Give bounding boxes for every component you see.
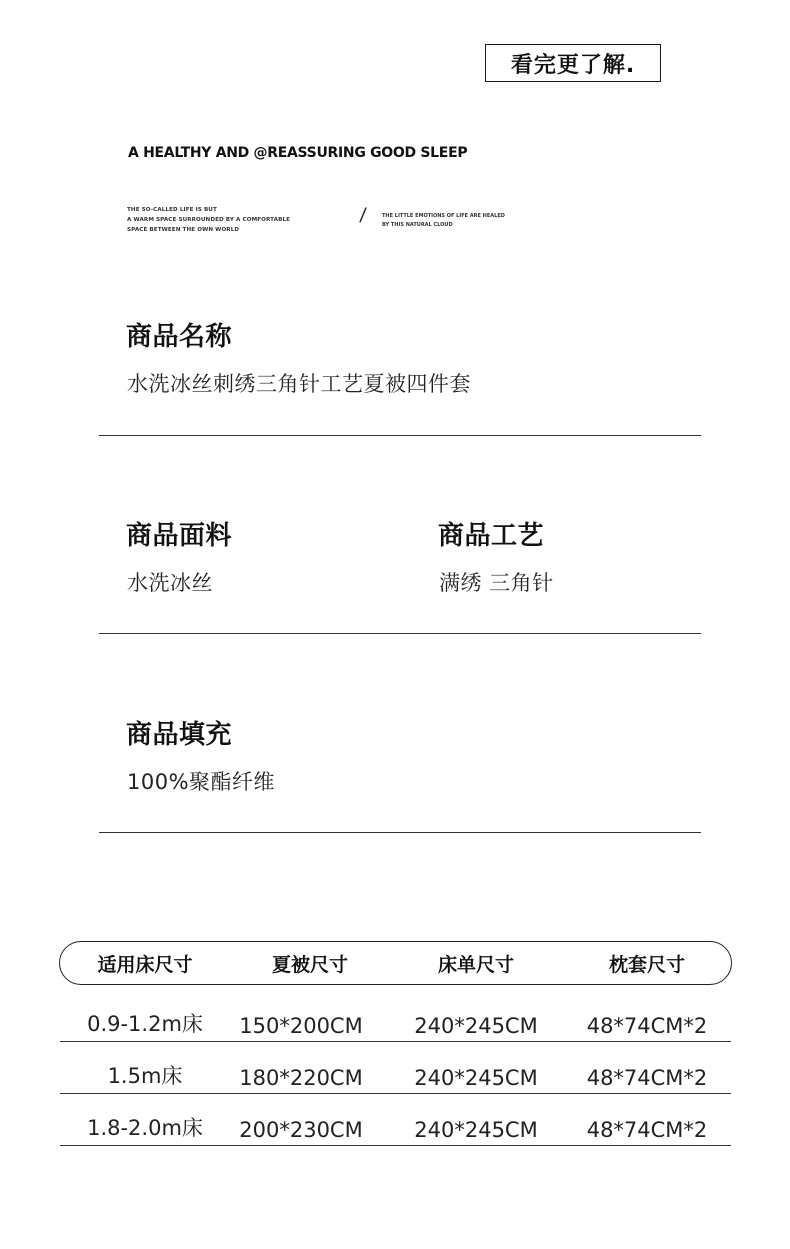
cell-quilt-size: 150*200CM [239,1014,363,1038]
table-row [60,1041,731,1094]
intro-right-line: BY THIS NATURAL CLOUD [382,222,453,228]
cell-pillowcase-size: 48*74CM*2 [586,1014,708,1038]
product-fabric-label: 商品面料 [126,521,233,551]
cell-quilt-size: 200*230CM [239,1118,363,1142]
size-table-header [59,941,732,985]
cell-sheet-size: 240*245CM [414,1014,538,1038]
cell-bed-size: 1.5m床 [107,1064,183,1088]
divider [99,633,701,634]
product-filling-label: 商品填充 [126,720,233,750]
table-row [60,989,731,1042]
header-pillowcase-size: 枕套尺寸 [608,953,685,976]
intro-right-line: THE LITTLE EMOTIONS OF LIFE ARE HEALED [382,213,505,219]
header-sheet-size: 床单尺寸 [437,953,514,976]
cell-quilt-size: 180*220CM [239,1066,363,1090]
product-filling-value: 100%聚酯纤维 [127,770,276,794]
slash-divider: / [358,205,368,227]
intro-left-line: THE SO-CALLED LIFE IS BUT [127,207,217,213]
product-craft-value: 满绣 三角针 [439,571,554,595]
read-more-button[interactable]: 看完更了解. [485,44,661,82]
tagline: A HEALTHY AND @REASSURING GOOD SLEEP [128,145,468,161]
product-name-label: 商品名称 [126,322,233,352]
cell-pillowcase-size: 48*74CM*2 [586,1066,708,1090]
header-bed-size: 适用床尺寸 [97,953,193,976]
intro-right-text [382,212,505,230]
product-craft-label: 商品工艺 [438,521,545,551]
cell-sheet-size: 240*245CM [414,1066,538,1090]
intro-left-line: A WARM SPACE SURROUNDED BY A COMFORTABLE [127,217,291,223]
divider [99,832,701,833]
cell-sheet-size: 240*245CM [414,1118,538,1142]
header-quilt-size: 夏被尺寸 [271,953,348,976]
cell-pillowcase-size: 48*74CM*2 [586,1118,708,1142]
cell-bed-size: 0.9-1.2m床 [87,1012,203,1036]
intro-left-line: SPACE BETWEEN THE OWN WORLD [127,227,240,233]
table-row [60,1093,731,1146]
cell-bed-size: 1.8-2.0m床 [87,1116,203,1140]
product-fabric-value: 水洗冰丝 [127,571,213,595]
intro-left-text [127,205,290,235]
product-name-value: 水洗冰丝刺绣三角针工艺夏被四件套 [127,372,471,396]
divider [99,435,701,436]
